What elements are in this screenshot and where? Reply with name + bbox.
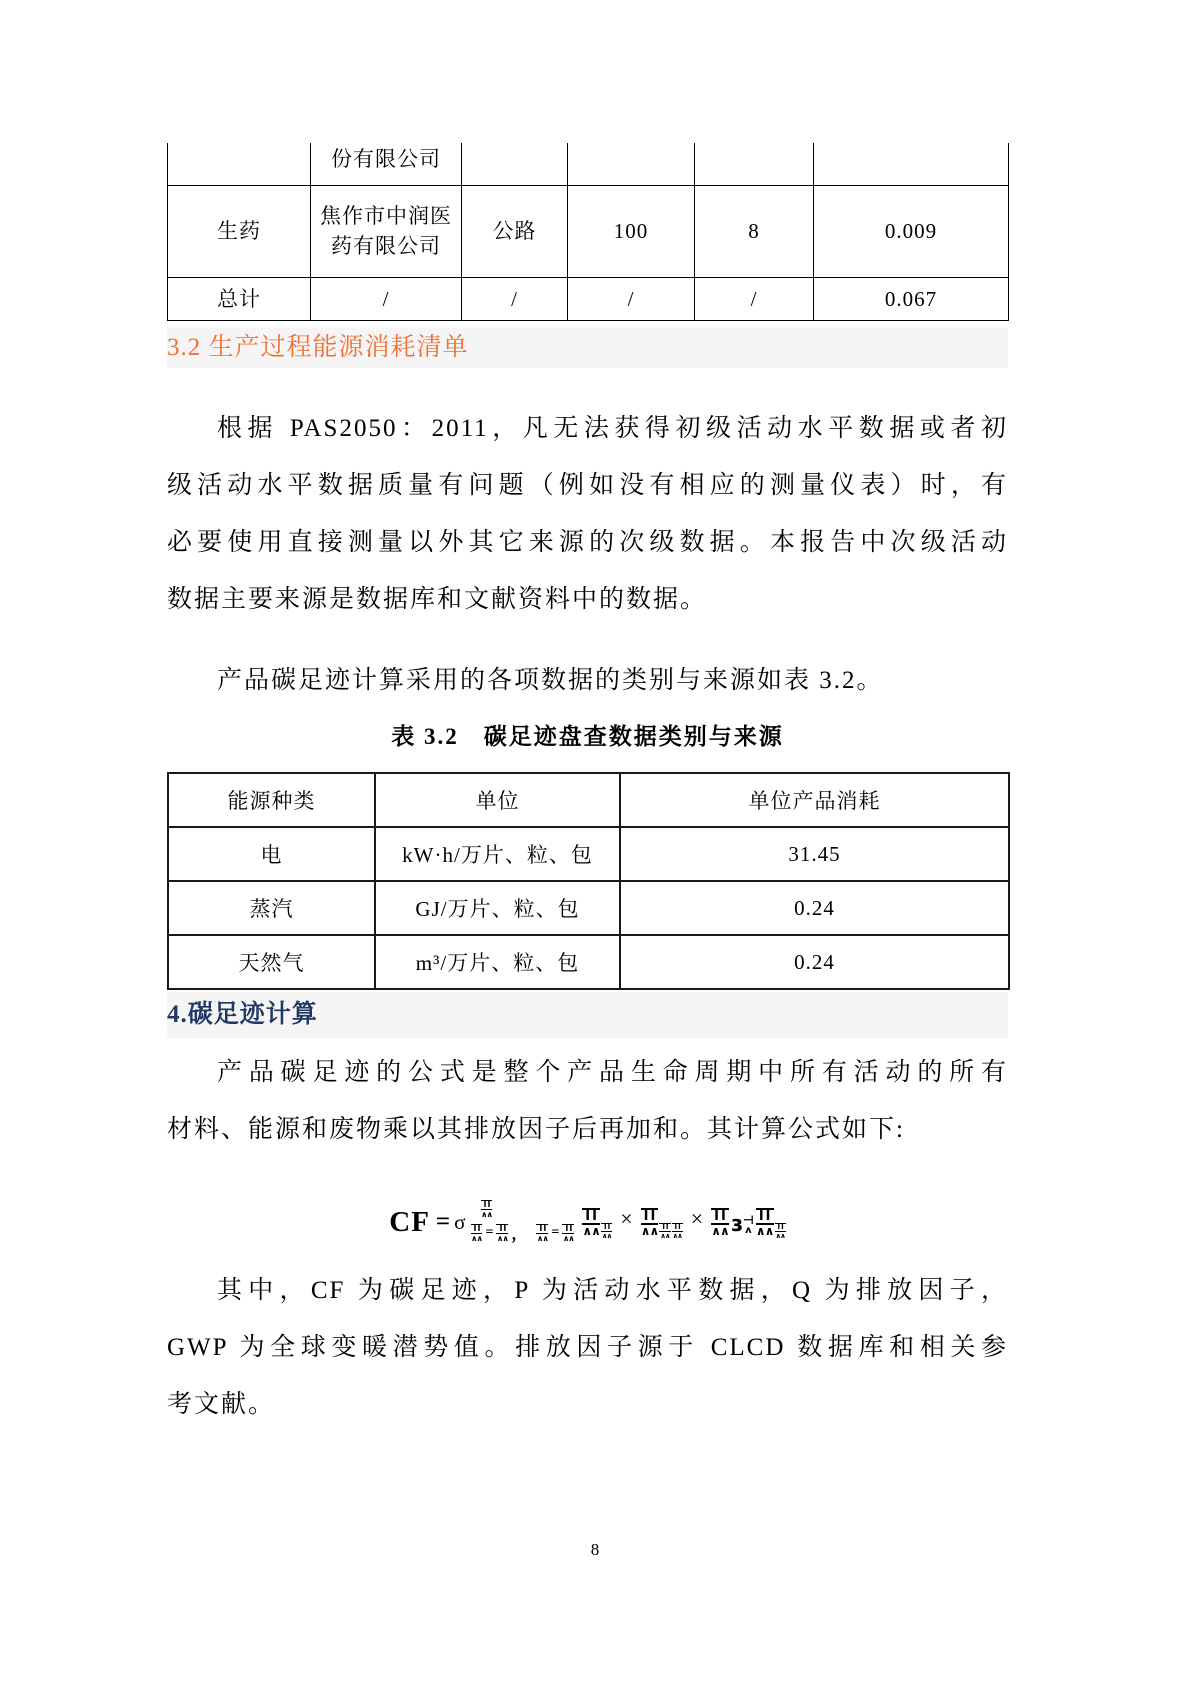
header-energy-type: 能源种类 — [168, 773, 375, 827]
header-unit: 单位 — [375, 773, 620, 827]
cell-slash: / — [311, 277, 462, 320]
table-row-natural-gas — [168, 935, 1009, 989]
section-4-paragraph-2 — [167, 1262, 1008, 1433]
paragraph-line: 考文献。 — [167, 1391, 276, 1418]
formula-garbled-glyph: II ∧∧ — [755, 1208, 774, 1238]
cell-total-label: 总计 — [168, 277, 311, 320]
table-row-electricity — [168, 827, 1009, 881]
formula-garbled-subscript: II ∧∧ — [601, 1223, 612, 1241]
header-consumption: 单位产品消耗 — [620, 773, 1009, 827]
formula-sum-limits — [471, 1200, 575, 1244]
cell-slash: / — [462, 277, 568, 320]
cell-supplier: 焦作市中润医药有限公司 — [311, 185, 462, 277]
formula-garbled-glyph: II ∧∧ — [562, 1223, 574, 1243]
formula-garbled-glyph: II ∧∧ — [536, 1223, 548, 1243]
table-row-steam — [168, 881, 1009, 935]
cell-unit: GJ/万片、粒、包 — [375, 881, 620, 935]
formula-sigma: σ — [454, 1209, 466, 1234]
formula-garbled-subscript: II ∧∧ — [775, 1223, 785, 1241]
cell-consumption: 0.24 — [620, 935, 1009, 989]
cell-transport-mode: 公路 — [462, 185, 568, 277]
formula-sub-equals: = — [551, 1224, 560, 1240]
cell-empty — [695, 143, 814, 185]
paragraph-line: 材料、能源和废物乘以其排放因子后再加和。其计算公式如下: — [167, 1116, 905, 1143]
section-4-paragraph-1 — [167, 1044, 1008, 1158]
cell-energy-type: 电 — [168, 827, 375, 881]
paragraph-line: 产品碳足迹计算采用的各项数据的类别与来源如表 3.2。 — [217, 667, 884, 694]
table-row-drug — [168, 185, 1009, 277]
formula-equals: = — [435, 1208, 451, 1235]
cell-consumption: 31.45 — [620, 827, 1009, 881]
paragraph-line: GWP 为全球变暖潜势值。排放因子源于 CLCD 数据库和相关参 — [167, 1334, 1008, 1361]
cell-load: 8 — [695, 185, 814, 277]
formula-garbled-glyph: II ∧∧ — [470, 1223, 482, 1243]
formula-term-3 — [711, 1208, 786, 1241]
formula-cf: CF — [389, 1205, 430, 1238]
cell-consumption: 0.24 — [620, 881, 1009, 935]
paragraph-line: 产品碳足迹的公式是整个产品生命周期中所有活动的所有 — [217, 1059, 1008, 1086]
formula-garbled-subscript: II ∧∧ — [660, 1223, 670, 1241]
energy-consumption-table — [167, 772, 1010, 990]
paragraph-line: 级活动水平数据质量有问题（例如没有相应的测量仪表）时，有 — [167, 472, 1008, 499]
cell-supplier-carryover: 份有限公司 — [311, 143, 462, 185]
section-4-heading: 4.碳足迹计算 — [167, 1001, 318, 1028]
formula-garbled-glyph: II ∧∧ — [711, 1208, 729, 1238]
cell-slash: / — [568, 277, 695, 320]
cell-unit: kW·h/万片、粒、包 — [375, 827, 620, 881]
formula-times: × — [690, 1206, 704, 1231]
formula-term-1 — [582, 1208, 612, 1241]
table-3-2-caption: 表 3.2 碳足迹盘查数据类别与来源 — [391, 724, 784, 749]
formula-garbled-glyph-r: ɜ ⊣ ʌ — [730, 1212, 754, 1238]
cell-energy-type: 蒸汽 — [168, 881, 375, 935]
paragraph-line: 数据主要来源是数据库和文献资料中的数据。 — [167, 586, 708, 613]
formula-garbled-subscript: II ∧∧ — [672, 1223, 682, 1241]
formula-garbled-glyph: II ∧∧ — [582, 1208, 600, 1238]
section-4-heading-band — [167, 992, 1008, 1038]
carbon-footprint-formula — [167, 1195, 1008, 1249]
formula-sub-equals: = — [485, 1224, 494, 1240]
table-row-carryover — [168, 143, 1009, 185]
cell-unit: m³/万片、粒、包 — [375, 935, 620, 989]
formula-comma: ， — [511, 1226, 528, 1244]
transport-emissions-table — [167, 143, 1009, 321]
table-header-row — [168, 773, 1009, 827]
formula-garbled-glyph: II ∧∧ — [496, 1223, 508, 1243]
cell-total-value: 0.067 — [814, 277, 1009, 320]
section-3-2-paragraph-2 — [167, 652, 1008, 709]
section-3-2-heading-band — [167, 327, 1008, 368]
table-row-total — [168, 277, 1009, 320]
formula-times: × — [620, 1206, 633, 1231]
cell-energy-type: 天然气 — [168, 935, 375, 989]
formula-garbled-glyph: II ∧∧ — [640, 1208, 659, 1238]
paragraph-line: 根据 PAS2050：2011，凡无法获得初级活动水平数据或者初 — [217, 415, 1008, 442]
cell-slash: / — [695, 277, 814, 320]
section-3-2-paragraph-1 — [167, 400, 1008, 628]
formula-garbled-glyph: II ∧∧ — [480, 1199, 492, 1219]
cell-emission-value: 0.009 — [814, 185, 1009, 277]
cell-distance: 100 — [568, 185, 695, 277]
section-3-2-heading: 3.2 生产过程能源消耗清单 — [167, 334, 469, 361]
cell-material: 生药 — [168, 185, 311, 277]
cell-empty — [568, 143, 695, 185]
formula-term-2 — [640, 1208, 683, 1241]
cell-empty — [168, 143, 311, 185]
cell-empty — [814, 143, 1009, 185]
paragraph-line: 其中，CF 为碳足迹，P 为活动水平数据，Q 为排放因子， — [217, 1277, 1008, 1304]
cell-empty — [462, 143, 568, 185]
paragraph-line: 必要使用直接测量以外其它来源的次级数据。本报告中次级活动 — [167, 529, 1008, 556]
page-number: 8 — [590, 1540, 600, 1559]
